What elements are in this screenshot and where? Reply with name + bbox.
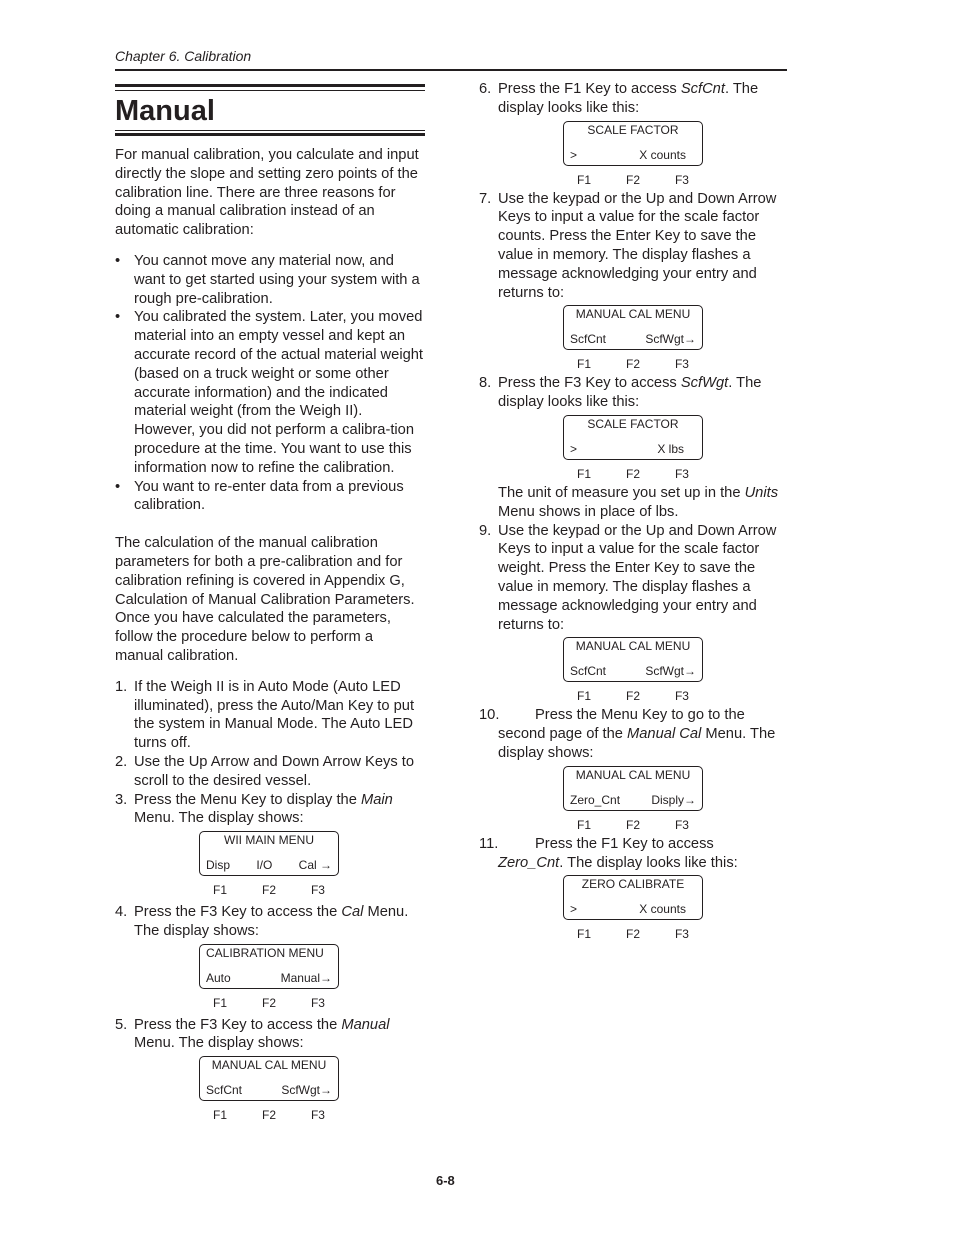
f2-label: F2: [261, 995, 276, 1010]
list-item: [115, 252, 425, 308]
f3-label: F3: [310, 995, 325, 1010]
menu-name: Main: [360, 791, 393, 808]
f1-label: F1: [577, 689, 592, 704]
step-text: Use the keypad or the Up and Down Arrow Keys to input a value for the scale factor counts. Press the Enter Key to save the value in memory. The display flashes a message acknowledging your entry and returns to:: [498, 190, 777, 301]
lcd-line-2: [570, 442, 696, 456]
step-text: Press the F1 Key to access: [498, 81, 681, 97]
f1-label: F1: [213, 883, 228, 898]
f1-label: F1: [577, 172, 592, 187]
f3-label: F3: [310, 883, 325, 898]
f2-label: F2: [625, 689, 640, 704]
step-9: [479, 522, 791, 635]
right-column: [479, 80, 791, 941]
step-number: 10.: [479, 707, 500, 724]
menu-name: Cal: [341, 904, 364, 921]
step-text: Press the F3 Key to access the: [134, 904, 342, 921]
step-text: Menu. The display shows:: [498, 726, 776, 761]
f1-label: F1: [577, 817, 592, 832]
lcd-line-1: MANUAL CAL MENU: [575, 639, 691, 654]
lcd-line-1: SCALE FACTOR: [587, 416, 679, 431]
intro-paragraph: For manual calibration, you calculate and input directly the slope and setting zero points of the calibration line. There are three reasons for doing a manual calibration instead of an automatic calibration:: [115, 147, 419, 239]
lcd-line-2: [206, 971, 332, 985]
function-key-labels: [577, 173, 689, 187]
lcd-mid: X counts: [639, 902, 686, 917]
function-key-labels: [577, 357, 689, 371]
lcd-display-calibration-menu: [199, 944, 339, 989]
f3-label: F3: [674, 466, 689, 481]
step-4: [115, 903, 425, 941]
step-text: If the Weigh II is in Auto Mode (Auto LED illuminated), press the Auto/Man Key to put the system in Manual Mode. The Auto LED turns off.: [134, 678, 415, 752]
lcd-right: ScfWgt→: [645, 332, 696, 347]
title-rule-top: [115, 84, 425, 87]
f3-label: F3: [310, 1108, 325, 1123]
f3-label: F3: [674, 689, 689, 704]
f2-label: F2: [625, 927, 640, 942]
step-number: 3.: [115, 791, 128, 808]
note-text: The unit of measure you set up in the: [498, 484, 745, 501]
function-key-labels: [213, 1108, 325, 1122]
lcd-left: Zero_Cnt: [570, 792, 621, 807]
f2-label: F2: [261, 883, 276, 898]
lcd-left: >: [570, 147, 578, 162]
step-text: Press the F3 Key to access: [498, 375, 681, 392]
lcd-line-1: WII MAIN MENU: [224, 833, 314, 848]
step-text: Press the F3 Key to access the: [134, 1016, 342, 1033]
step-number: 11.: [479, 835, 499, 852]
bullet-marker: •: [115, 309, 121, 326]
step-number: 6.: [479, 81, 492, 97]
bullet-text: You want to re-enter data from a previous calibration.: [134, 478, 404, 514]
lcd-mid: X lbs: [657, 441, 684, 456]
lcd-left: Disp: [206, 858, 231, 873]
step-10: [479, 706, 791, 762]
f3-label: F3: [674, 927, 689, 942]
function-key-labels: [213, 996, 325, 1010]
lcd-line-2: [570, 332, 696, 346]
function-key-labels: [577, 927, 689, 941]
lcd-display-manual-cal-menu: [563, 637, 703, 682]
lcd-display-scale-factor-counts: [563, 121, 703, 166]
step-7: [479, 190, 791, 303]
function-key-labels: [213, 883, 325, 897]
step-number: 2.: [115, 753, 128, 770]
bullet-marker: •: [115, 478, 121, 495]
f1-label: F1: [577, 357, 592, 372]
lcd-line-1: SCALE FACTOR: [587, 122, 679, 137]
step-11: [479, 835, 791, 873]
title-rule-top-thin: [115, 90, 425, 91]
lcd-mid: I/O: [256, 858, 273, 873]
step-text: Press the F1 Key to access: [535, 835, 714, 852]
lcd-mid: X counts: [639, 147, 686, 162]
lcd-display-main-menu: [199, 831, 339, 876]
menu-name: ScfWgt: [680, 375, 729, 392]
bullet-text: You cannot move any material now, and want to get started using your system with a rough pre-calibration.: [134, 252, 420, 307]
step-6: [479, 80, 791, 118]
bullet-marker: •: [115, 252, 121, 269]
menu-name: ScfCnt: [680, 81, 725, 97]
lcd-display-manual-cal-page-2: [563, 766, 703, 811]
lcd-line-2: [570, 793, 696, 807]
step-number: 9.: [479, 522, 492, 539]
lcd-line-2: [570, 664, 696, 678]
menu-name: Manual Cal: [627, 726, 702, 743]
f2-label: F2: [625, 357, 640, 372]
f1-label: F1: [577, 466, 592, 481]
calculation-paragraph: The calculation of the manual calibration parameters for both a pre-calibration and for calibration refining is covered in Appendix G, Calculation of Manual Calibration Parameters. Once you have calculated the parameters, follow the procedure below to perform a manual calibration.: [115, 535, 415, 664]
lcd-line-1: ZERO CALIBRATE: [581, 877, 685, 892]
step-number: 7.: [479, 190, 492, 207]
lcd-right: ScfWgt→: [281, 1083, 332, 1098]
step-number: 1.: [115, 678, 128, 695]
f1-label: F1: [577, 927, 592, 942]
f2-label: F2: [625, 466, 640, 481]
lcd-line-1: CALIBRATION MENU: [206, 945, 324, 960]
step-3: [115, 791, 425, 829]
lcd-left: >: [570, 902, 578, 917]
function-key-labels: [577, 467, 689, 481]
page-number: 6-8: [436, 1173, 455, 1188]
step-number: 5.: [115, 1016, 128, 1033]
step-8: [479, 374, 791, 412]
menu-name: Manual: [341, 1016, 390, 1033]
lcd-display-manual-cal-menu: [563, 305, 703, 350]
function-key-labels: [577, 818, 689, 832]
header-rule: [115, 69, 787, 71]
step-2: [115, 753, 425, 791]
lcd-line-1: MANUAL CAL MENU: [211, 1058, 327, 1073]
f2-label: F2: [625, 817, 640, 832]
note-text: Menu shows in place of lbs.: [498, 503, 679, 520]
left-column: [115, 84, 425, 1122]
f3-label: F3: [674, 357, 689, 372]
lcd-display-manual-cal-menu: [199, 1056, 339, 1101]
lcd-display-zero-calibrate: [563, 875, 703, 920]
step-number: 8.: [479, 375, 492, 392]
section-title: Manual: [115, 95, 215, 127]
step-text: Press the Menu Key to go to the second page of the: [498, 707, 745, 743]
lcd-line-2: [570, 902, 696, 916]
lcd-left: ScfCnt: [570, 664, 607, 679]
lcd-line-1: MANUAL CAL MENU: [575, 767, 691, 782]
f3-label: F3: [674, 817, 689, 832]
step-text: Press the Menu Key to display the: [134, 791, 361, 808]
function-key-labels: [577, 689, 689, 703]
menu-name: Zero_Cnt: [498, 854, 560, 871]
f1-label: F1: [213, 995, 228, 1010]
menu-name: Units: [744, 484, 779, 501]
step-text: Menu. The display shows:: [134, 1035, 304, 1052]
step-text: . The display looks like this:: [559, 854, 738, 871]
step-number: 4.: [115, 904, 128, 921]
lcd-left: ScfCnt: [570, 332, 607, 347]
step-text: . The display looks like this:: [498, 81, 759, 116]
step-text: Menu. The display shows:: [134, 810, 304, 827]
lcd-left: ScfCnt: [206, 1083, 243, 1098]
step-1: [115, 678, 425, 753]
f1-label: F1: [213, 1108, 228, 1123]
lcd-right: ScfWgt→: [645, 664, 696, 679]
lcd-line-1: MANUAL CAL MENU: [575, 307, 691, 322]
step-text: Menu. The display shows:: [134, 904, 409, 939]
f3-label: F3: [674, 172, 689, 187]
f2-label: F2: [261, 1108, 276, 1123]
lcd-line-2: [206, 1083, 332, 1097]
list-item: [115, 308, 425, 477]
step-8-note: [479, 484, 791, 522]
lcd-line-2: [570, 148, 696, 162]
lcd-right: Disply→: [651, 792, 696, 807]
lcd-display-scale-factor-lbs: [563, 415, 703, 460]
lcd-left: Auto: [206, 970, 231, 985]
step-text: Use the Up Arrow and Down Arrow Keys to scroll to the desired vessel.: [134, 753, 415, 789]
f2-label: F2: [625, 172, 640, 187]
title-rule-bottom-thin: [115, 130, 425, 131]
lcd-right: Manual→: [280, 970, 332, 985]
lcd-line-2: [206, 858, 332, 872]
step-5: [115, 1016, 425, 1054]
chapter-header: Chapter 6. Calibration: [115, 48, 252, 64]
bullet-text: You calibrated the system. Later, you moved material into an empty vessel and kept an accurate record of the actual material weight (based on a truck weight or some other accurate information) and the indicated material weight (from the Weigh II). However, you did not perform a calibra-tion procedure at the time. You want to use this information now to refine the calibration.: [134, 309, 424, 476]
step-text: . The display looks like this:: [498, 375, 762, 411]
step-text: Use the keypad or the Up and Down Arrow Keys to input a value for the scale factor weight. Press the Enter Key to save the value in memory. The display flashes a message acknowledging your entry and returns to:: [498, 522, 777, 633]
lcd-left: >: [570, 441, 578, 456]
list-item: [115, 478, 425, 516]
lcd-right: Cal →: [298, 858, 332, 873]
